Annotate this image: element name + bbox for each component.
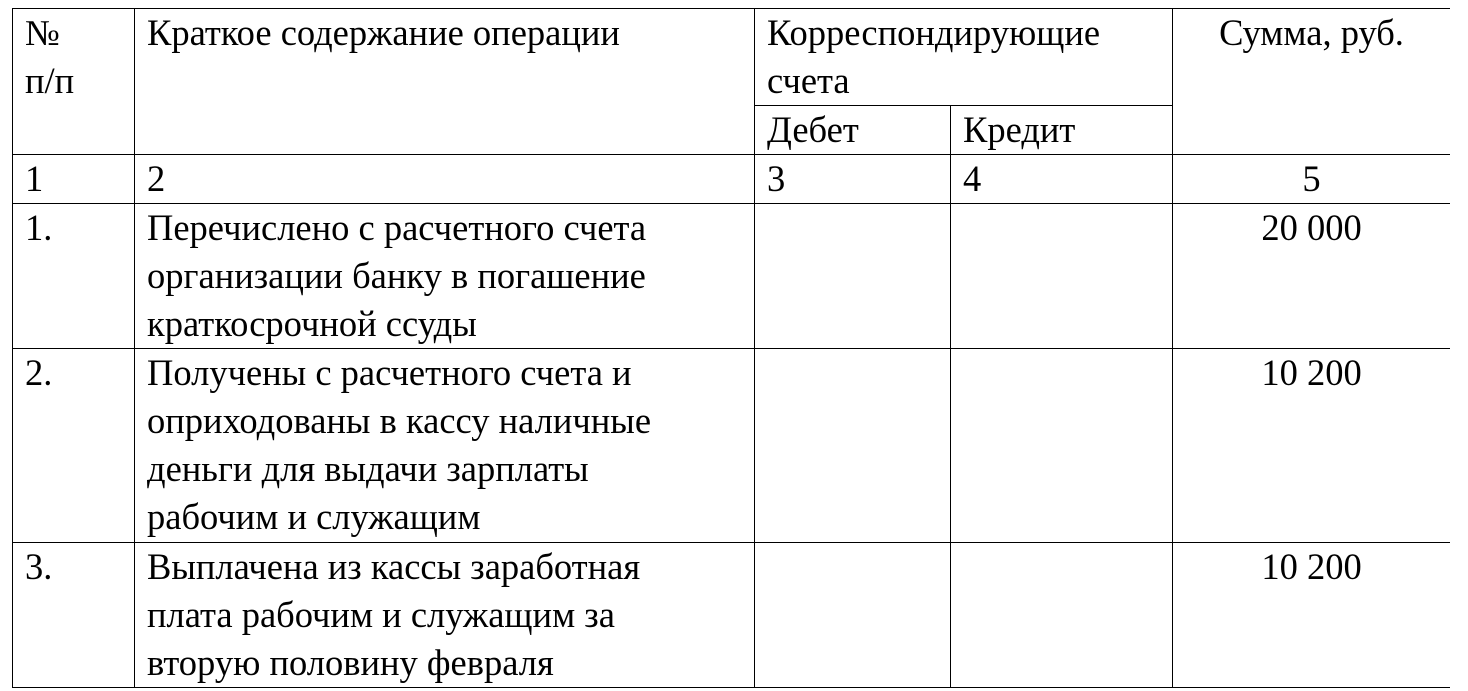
header-corresponding-accounts: Корреспондирующие счета <box>755 9 1173 106</box>
document-page <box>12 8 1450 691</box>
row-description: Перечислено с расчетного счета организации банку в погашение краткосрочной ссуды <box>135 204 755 349</box>
row-debit-cell[interactable] <box>755 204 951 349</box>
row-number: 3. <box>13 543 135 688</box>
column-index-cell: 2 <box>135 155 755 204</box>
header-number: № п/п <box>13 9 135 155</box>
table-row <box>13 349 1451 543</box>
row-amount: 10 200 <box>1173 349 1450 543</box>
row-description: Выплачена из кассы заработная плата рабочим и служащим за вторую половину февраля <box>135 543 755 688</box>
row-number: 2. <box>13 349 135 543</box>
table-row <box>13 543 1451 688</box>
column-index-cell: 4 <box>951 155 1173 204</box>
table-row <box>13 204 1451 349</box>
row-credit-cell[interactable] <box>951 543 1173 688</box>
header-debit: Дебет <box>755 106 951 155</box>
column-index-cell: 1 <box>13 155 135 204</box>
row-description: Получены с расчетного счета и оприходованы в кассу наличные деньги для выдачи зарплаты рабочим и служащим <box>135 349 755 543</box>
operations-journal-table <box>12 8 1450 688</box>
header-description: Краткое содержание операции <box>135 9 755 155</box>
column-index-row <box>13 155 1451 204</box>
row-credit-cell[interactable] <box>951 204 1173 349</box>
row-amount: 20 000 <box>1173 204 1450 349</box>
row-number: 1. <box>13 204 135 349</box>
row-debit-cell[interactable] <box>755 349 951 543</box>
row-debit-cell[interactable] <box>755 543 951 688</box>
column-index-cell: 5 <box>1173 155 1450 204</box>
column-index-cell: 3 <box>755 155 951 204</box>
header-credit: Кредит <box>951 106 1173 155</box>
table-header-row <box>13 9 1451 106</box>
header-amount: Сумма, руб. <box>1173 9 1450 155</box>
row-amount: 10 200 <box>1173 543 1450 688</box>
row-credit-cell[interactable] <box>951 349 1173 543</box>
